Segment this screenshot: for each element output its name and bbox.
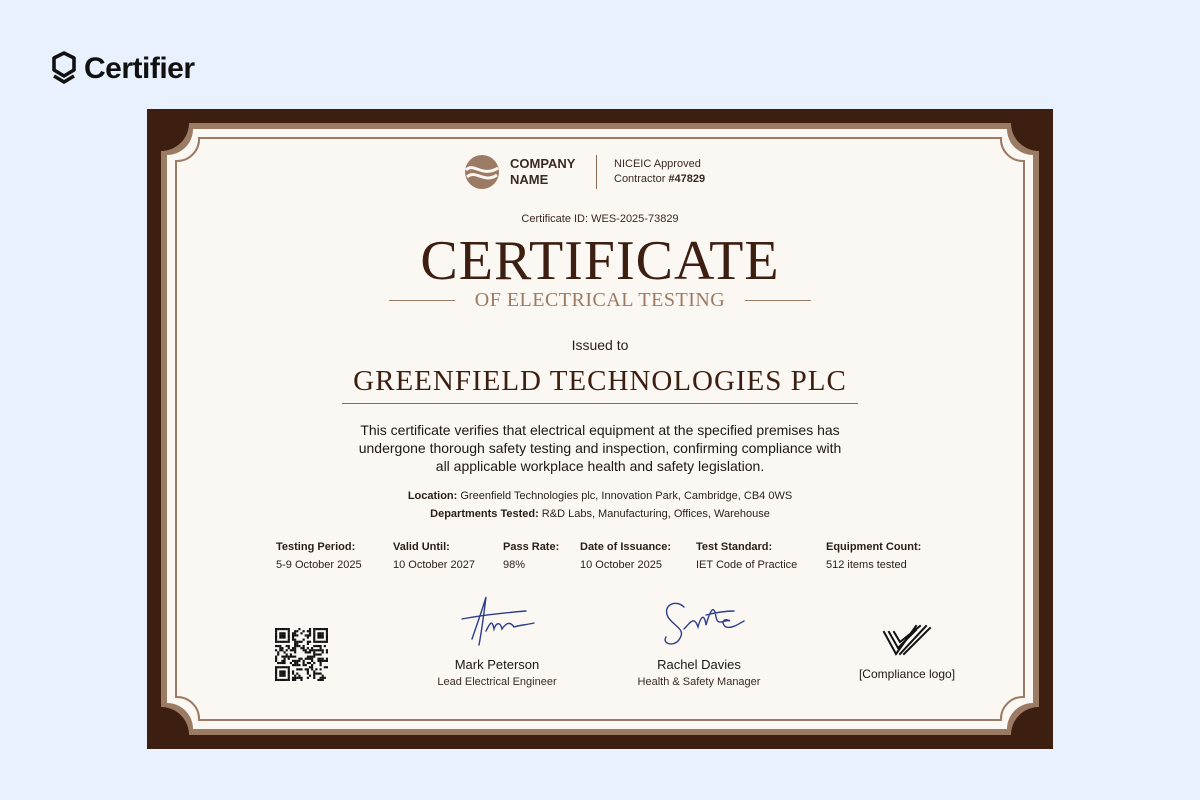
accreditation: NICEIC Approved Contractor #47829 [614,158,706,185]
issued-to-label: Issued to [571,337,629,353]
certificate-subtitle: OF ELECTRICAL TESTING [474,289,726,311]
signatory-role: Health & Safety Manager [637,676,761,688]
detail-date-of-issuance: Date of Issuance: 10 October 2025 [580,541,672,571]
company-name: COMPANY NAME [510,156,576,187]
signatory-name: Mark Peterson [454,657,540,672]
header-divider [596,155,597,189]
shield-check-icon [50,50,78,88]
subtitle-rule-right [745,300,811,302]
company-logo-icon [464,154,500,190]
certificate [147,109,1053,749]
signature-mark-peterson [442,589,552,655]
subtitle-rule-left [389,300,455,302]
certificate-description: This certificate verifies that electrical equipment at the specified premises has undergone thorough safety testing and inspection, confirming compliance with all applicable workplace health and safety legislation. [358,422,842,474]
signature-block-rachel-davies [599,589,799,688]
compliance-logo-icon [882,624,932,656]
detail-valid-until: Valid Until: 10 October 2027 [393,541,475,571]
certificate-title: CERTIFICATE [420,230,780,292]
signature-block-mark-peterson [397,589,597,688]
detail-equipment-count: Equipment Count: 512 items tested [826,541,922,571]
recipient-name: GREENFIELD TECHNOLOGIES PLC [342,365,858,404]
signatory-name: Rachel Davies [657,657,741,672]
qr-code[interactable] [275,628,328,681]
compliance-logo [847,624,967,681]
brand-name: Certifier [84,52,195,85]
location-info: Location: Greenfield Technologies plc, Innovation Park, Cambridge, CB4 0WS Departments Tested: R&D Labs, Manufacturing, Offices, Warehouse [407,490,793,520]
certifier-brand [50,50,195,88]
subtitle-row [147,289,1053,312]
company-header [464,154,705,190]
detail-testing-period: Testing Period: 5-9 October 2025 [276,541,362,571]
certificate-id: Certificate ID: WES-2025-73829 [521,213,679,225]
detail-test-standard: Test Standard: IET Code of Practice [696,541,798,571]
signature-rachel-davies [644,589,754,655]
detail-pass-rate: Pass Rate: 98% [503,541,560,571]
compliance-logo-label: [Compliance logo] [858,667,956,681]
signatory-role: Lead Electrical Engineer [437,676,557,688]
